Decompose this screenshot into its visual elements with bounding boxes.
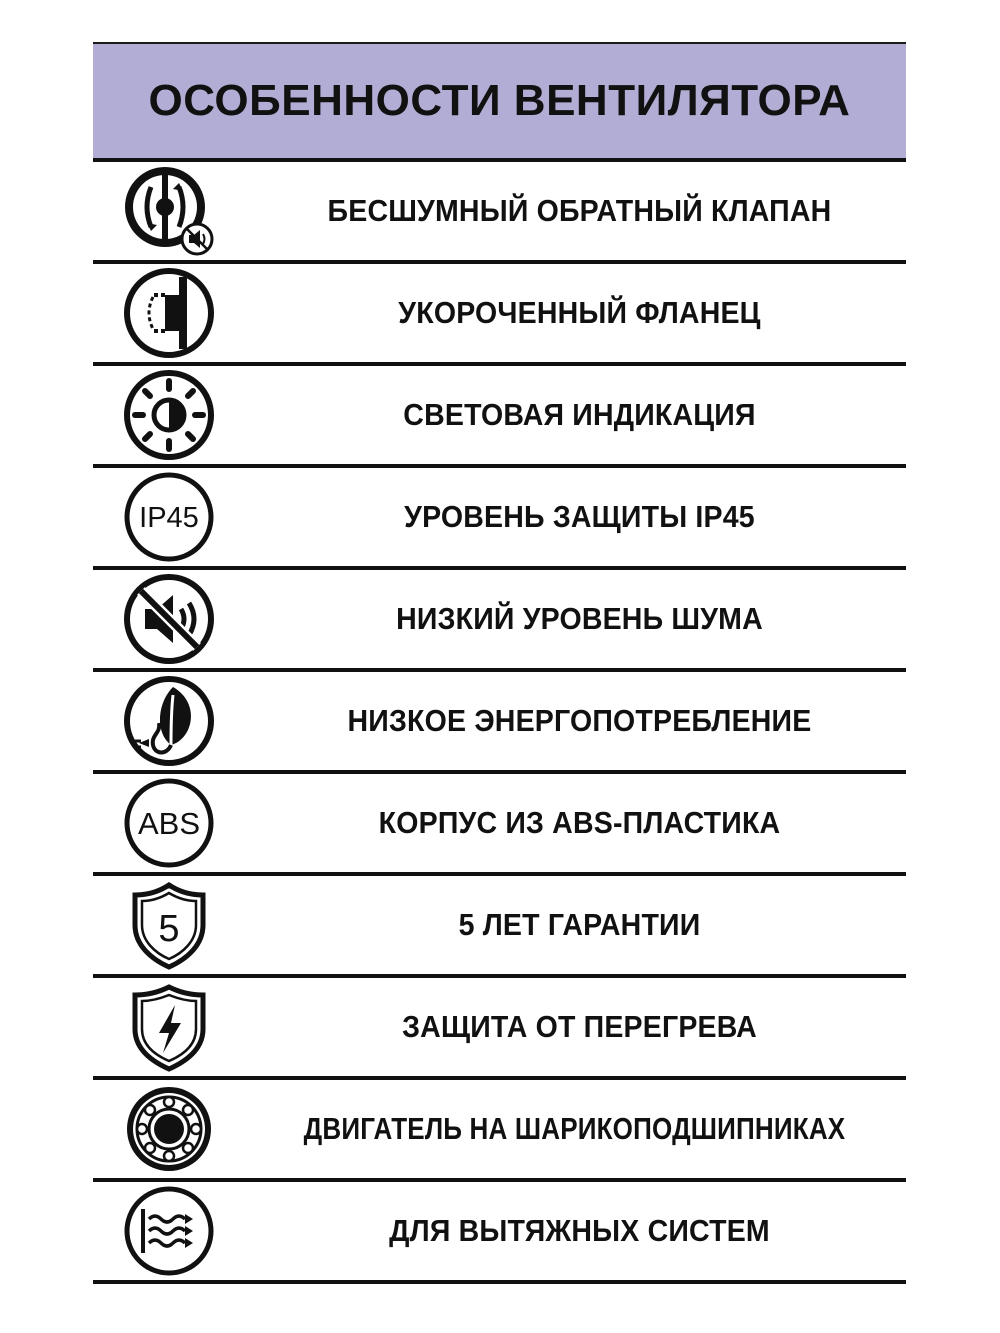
- feature-row: [93, 162, 906, 264]
- feature-label: УКОРОЧЕННЫЙ ФЛАНЕЦ: [398, 295, 761, 330]
- warranty-shield-icon: [121, 877, 217, 973]
- light-indicator-icon: [121, 367, 217, 463]
- feature-row: [93, 774, 906, 876]
- low-noise-icon: [121, 571, 217, 667]
- ip45-text: IP45: [139, 502, 199, 534]
- feature-label: СВЕТОВАЯ ИНДИКАЦИЯ: [403, 397, 756, 432]
- feature-row: [93, 366, 906, 468]
- feature-row: [93, 468, 906, 570]
- feature-label: НИЗКОЕ ЭНЕРГОПОТРЕБЛЕНИЕ: [347, 703, 812, 738]
- feature-row: [93, 1080, 906, 1182]
- feature-label: ДЛЯ ВЫТЯЖНЫХ СИСТЕМ: [389, 1213, 770, 1248]
- abs-text: ABS: [137, 806, 201, 841]
- feature-label: БЕСШУМНЫЙ ОБРАТНЫЙ КЛАПАН: [327, 193, 832, 228]
- feature-label: НИЗКИЙ УРОВЕНЬ ШУМА: [396, 601, 763, 636]
- ball-bearing-icon: [121, 1081, 217, 1177]
- feature-row: [93, 570, 906, 672]
- overheat-shield-icon: [121, 979, 217, 1075]
- feature-label: УРОВЕНЬ ЗАЩИТЫ IP45: [404, 499, 755, 534]
- check-valve-icon: [121, 163, 217, 259]
- feature-label: КОРПУС ИЗ ABS-ПЛАСТИКА: [378, 805, 781, 840]
- feature-label: ДВИГАТЕЛЬ НА ШАРИКОПОДШИПНИКАХ: [303, 1111, 846, 1146]
- ip45-icon: [121, 469, 217, 565]
- warranty-years: 5: [158, 908, 180, 950]
- abs-icon: [121, 775, 217, 871]
- feature-row: [93, 978, 906, 1080]
- header: [93, 42, 906, 162]
- feature-row: [93, 1182, 906, 1284]
- feature-row: [93, 876, 906, 978]
- exhaust-airflow-icon: [121, 1183, 217, 1279]
- feature-label: ЗАЩИТА ОТ ПЕРЕГРЕВА: [402, 1009, 757, 1044]
- page-title: ОСОБЕННОСТИ ВЕНТИЛЯТОРА: [148, 76, 851, 125]
- features-card: [93, 42, 906, 1284]
- short-flange-icon: [121, 265, 217, 361]
- feature-row: [93, 264, 906, 366]
- feature-row: [93, 672, 906, 774]
- feature-label: 5 ЛЕТ ГАРАНТИИ: [458, 907, 701, 942]
- leaf-energy-icon: [121, 673, 217, 769]
